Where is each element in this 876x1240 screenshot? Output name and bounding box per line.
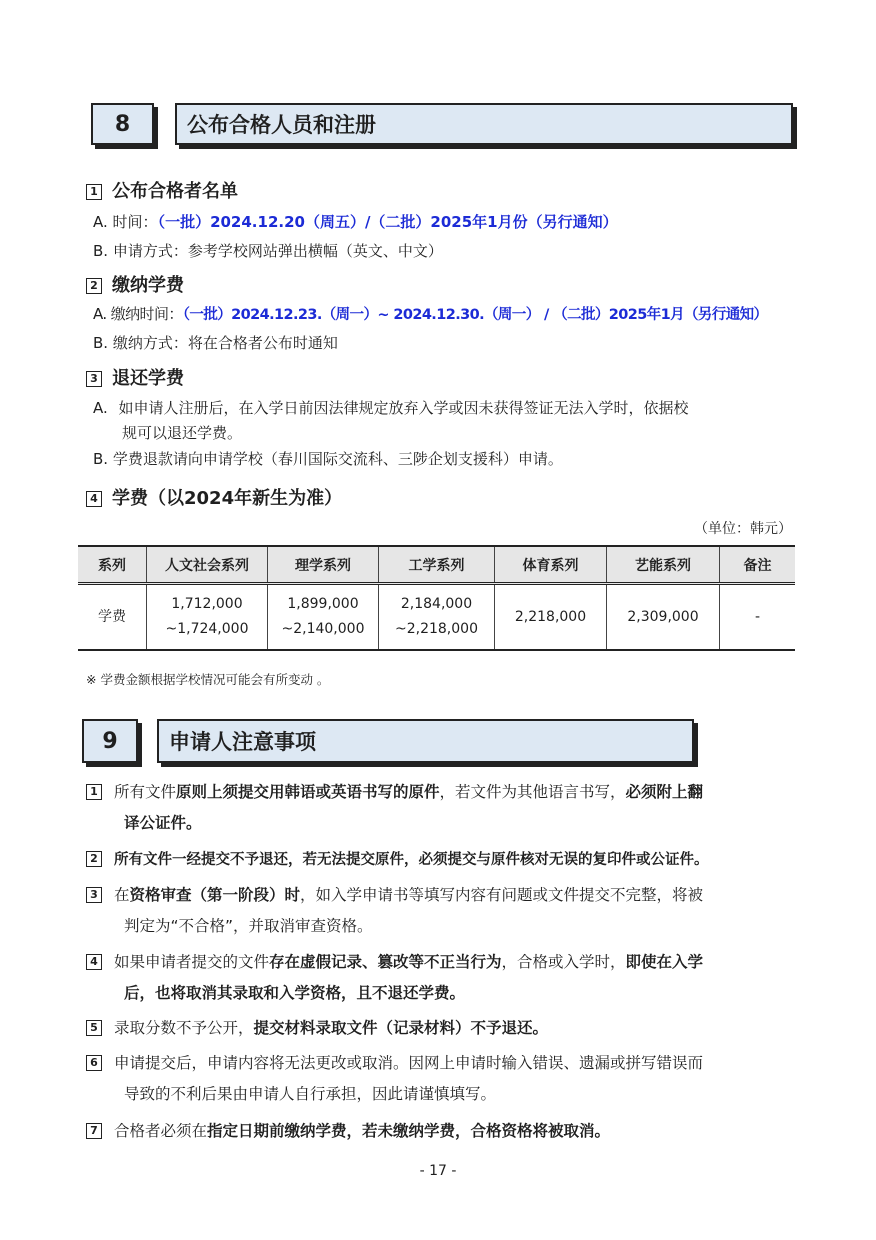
note-item [86,1013,801,1044]
detail-line: B. 申请方式：参考学校网站弹出横幅（英文、中文） [93,242,443,260]
column-header: 备注 [720,546,796,584]
number-box-icon: 4 [86,491,102,507]
column-header: 人文社会系列 [147,546,268,584]
detail-line: A. 缴纳时间：（一批）2024.12.23.（周一）~ 2024.12.30.（周一） / （二批）2025年1月（另行通知） [93,305,768,323]
unit-label: （单位：韩元） [694,521,792,537]
highlight-date: （一批）2024.12.20（周五）/（二批）2025年1月份（另行通知） [157,213,618,231]
note-text: 译公证件。 [124,814,202,832]
column-header: 艺能系列 [607,546,720,584]
section-number: 9 [102,728,118,754]
note-text: 判定为“不合格”，并取消审查资格。 [124,917,373,935]
number-box-icon: 5 [86,1020,102,1036]
number-box-icon: 3 [86,371,102,387]
section-title: 申请人注意事项 [169,730,316,754]
number-box-icon: 4 [86,954,102,970]
note-text: 必须附上翻 [625,783,704,801]
column-header: 理学系列 [268,546,379,584]
number-box-icon: 2 [86,278,102,294]
page-number: - 17 - [419,1163,457,1179]
table-cell: - [720,584,796,651]
note-text: 提交材料录取文件（记录材料）不予退还。 [253,1019,549,1037]
number-box-icon: 3 [86,887,102,903]
note-text: ，如入学申请书等填写内容有问题或文件提交不完整，将被 [300,886,704,904]
table-cell: 2,184,000 ~2,218,000 [379,584,495,651]
note-text: 指定日期前缴纳学费，若未缴纳学费，合格资格将被取消。 [207,1122,611,1140]
section-number: 8 [114,111,131,137]
section-title-box [175,103,793,145]
detail-line: B. 学费退款请向申请学校（春川国际交流科、三陟企划支援科）申请。 [93,450,563,468]
tuition-table [78,545,795,651]
subsection-heading: 2 缴纳学费 [86,271,184,297]
note-item [86,947,801,1009]
table-header-row [78,546,795,584]
number-box-icon: 7 [86,1123,102,1139]
note-text: 所有文件 [114,783,177,801]
column-header: 体育系列 [495,546,607,584]
table-row [78,584,795,651]
detail-line: B. 缴纳方式：将在合格者公布时通知 [93,334,338,352]
note-item [86,1048,801,1110]
highlight-date: （一批）2024.12.23.（周一）~ 2024.12.30.（周一） / （二批）2025年1月（另行通知） [182,307,768,323]
section-title-box [157,719,694,763]
footnote: ※ 学费金额根据学校情况可能会有所变动 。 [86,672,330,687]
column-header: 系列 [78,546,147,584]
note-text: 原则上须提交用韩语或英语书写的原件 [176,783,440,801]
note-text: 所有文件一经提交不予退还，若无法提交原件，必须提交与原件核对无误的复印件或公证件。 [114,852,709,868]
note-text: 资格审查（第一阶段）时 [129,886,301,904]
subsection-heading: 3 退还学费 [86,364,184,390]
detail-line: A. 时间：（一批）2024.12.20（周五）/（二批）2025年1月份（另行通知） [93,213,618,231]
row-label: 学费 [78,584,147,651]
note-text: 申请提交后，申请内容将无法更改或取消。因网上申请时输入错误、遗漏或拼写错误而 [114,1054,704,1072]
note-item [86,1116,801,1147]
number-box-icon: 6 [86,1055,102,1071]
detail-line: A. 如申请人注册后，在入学日前因法律规定放弃入学或因未获得签证无法入学时，依据校 [93,399,689,417]
note-text: 录取分数不予公开， [114,1019,254,1037]
note-text: 即使在入学 [625,953,704,971]
number-box-icon: 1 [86,784,102,800]
note-text: 存在虚假记录、篡改等不正当行为 [269,953,502,971]
note-item [86,880,801,942]
table-cell: 1,899,000 ~2,140,000 [268,584,379,651]
number-box-icon: 2 [86,851,102,867]
detail-line: 规可以退还学费。 [122,424,243,442]
table-cell: 2,309,000 [607,584,720,651]
note-text: 导致的不利后果由申请人自行承担，因此请谨慎填写。 [124,1085,497,1103]
note-text: 合格者必须在 [114,1122,208,1140]
section-number-box [82,719,138,763]
subsection-heading: 4 学费（以2024年新生为准） [86,484,342,510]
subsection-heading: 1 公布合格者名单 [86,177,238,203]
note-item [86,845,801,876]
table-cell: 2,218,000 [495,584,607,651]
note-text: 如果申请者提交的文件 [114,953,270,971]
note-text: ，合格或入学时， [501,953,626,971]
note-text: 在 [114,886,130,904]
note-item [86,777,801,839]
section-number-box [91,103,154,145]
note-text: 后，也将取消其录取和入学资格，且不退还学费。 [124,984,466,1002]
column-header: 工学系列 [379,546,495,584]
table-cell: 1,712,000 ~1,724,000 [147,584,268,651]
number-box-icon: 1 [86,184,102,200]
section-title: 公布合格人员和注册 [187,113,376,137]
note-text: ，若文件为其他语言书写， [439,783,626,801]
